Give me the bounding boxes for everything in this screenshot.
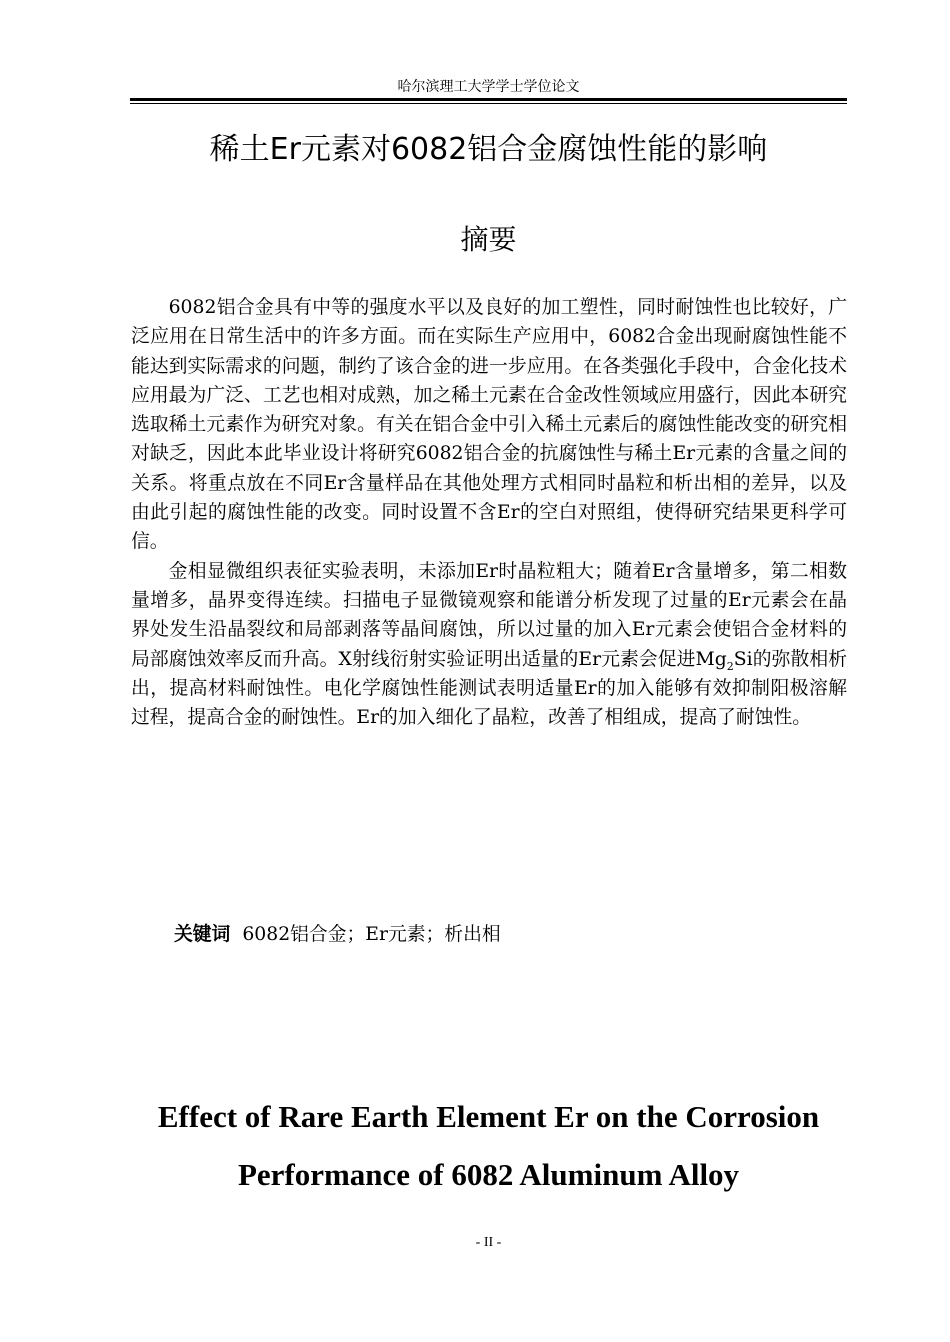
header-rule-thin: [130, 103, 847, 104]
abstract-paragraph-2-part-1: 金相显微组织表征实验表明，未添加Er时晶粒粗大；随着Er含量增多，第二相数量增多，晶界变得连续。扫描电子显微镜观察和能谱分析发现了过量的Er元素会在晶界处发生沿晶裂纹和局部剥落等晶间腐蚀，所以过量的加入Er元素会使铝合金材料的局部腐蚀效率反而升高。X射线衍射实验证明出适量的Er元素会促进Mg: [131, 560, 847, 670]
abstract-body: [131, 293, 847, 732]
english-title-line-1: Effect of Rare Earth Element Er on the Corrosion: [157, 1099, 820, 1134]
header-rule-thick: [130, 98, 847, 101]
keywords-items: 6082铝合金；Er元素；析出相: [242, 924, 501, 945]
abstract-paragraph-2-part-2: Si的弥散相析出，提高材料耐蚀性。电化学腐蚀性能测试表明适量Er的加入能够有效抑制阳极溶解过程，提高合金的耐蚀性。Er的加入细化了晶粒，改善了相组成，提高了耐蚀性。: [131, 648, 848, 729]
abstract-paragraph-2: [131, 557, 847, 733]
keywords-line: [174, 920, 501, 950]
page-number: - II -: [475, 1235, 502, 1250]
abstract-paragraph-1: 6082铝合金具有中等的强度水平以及良好的加工塑性，同时耐蚀性也比较好，广泛应用在日常生活中的许多方面。而在实际生产应用中，6082合金出现耐腐蚀性能不能达到实际需求的问题，制约了该合金的进一步应用。在各类强化手段中，合金化技术应用最为广泛、工艺也相对成熟，加之稀土元素在合金改性领域应用盛行，因此本研究选取稀土元素作为研究对象。有关在铝合金中引入稀土元素后的腐蚀性能改变的研究相对缺乏，因此本此毕业设计将研究6082铝合金的抗腐蚀性与稀土Er元素的含量之间的关系。将重点放在不同Er含量样品在其他处理方式相同时晶粒和析出相的差异，以及由此引起的腐蚀性能的改变。同时设置不含Er的空白对照组，使得研究结果更科学可信。: [131, 297, 847, 553]
abstract-heading: 摘要: [460, 223, 517, 256]
chinese-title: 稀土Er元素对6082铝合金腐蚀性能的影响: [209, 132, 768, 167]
english-title: [110, 1088, 867, 1204]
mg2si-subscript: 2: [726, 659, 734, 673]
running-header: 哈尔滨理工大学学士学位论文: [397, 79, 580, 95]
english-title-line-2: Performance of 6082 Aluminum Alloy: [237, 1157, 740, 1192]
keywords-label: 关键词: [174, 924, 231, 945]
